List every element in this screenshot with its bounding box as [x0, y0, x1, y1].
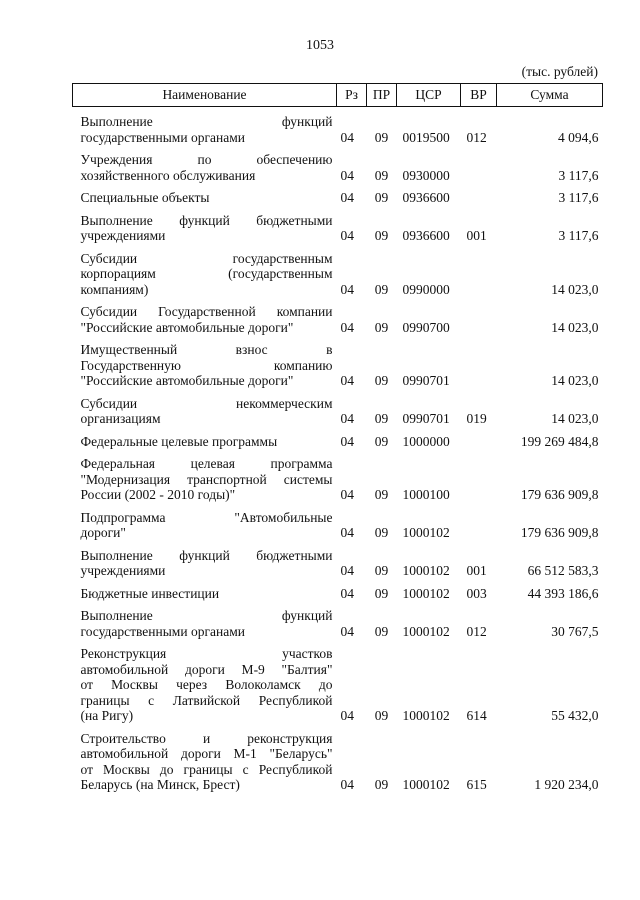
table-row [73, 579, 603, 602]
row-name-line: организациям [80, 411, 161, 426]
row-name-line: Субсидии некоммерческим [80, 395, 333, 411]
row-vr [461, 145, 497, 183]
row-name-line: "Российские автомобильные дороги" [80, 373, 294, 388]
row-rz: 04 [340, 411, 354, 426]
row-name-line: компаниям) [80, 281, 149, 297]
row-csr: 1000000 [402, 433, 450, 449]
row-pr: 09 [374, 228, 389, 243]
row-csr: 1000102 [402, 563, 450, 578]
row-csr: 1000100 [402, 487, 450, 502]
row-name-line: (на Ригу) [80, 708, 134, 723]
row-name-line: Беларусь (на Минск, Брест) [80, 777, 240, 792]
row-name-line: Выполнение функций [80, 608, 333, 623]
row-name [73, 297, 337, 335]
row-name [73, 579, 337, 602]
row-name-line: от Москвы до границы с Республикой [80, 761, 333, 777]
row-pr: 09 [374, 319, 389, 335]
row-csr: 0990000 [402, 281, 450, 297]
row-rz: 04 [340, 433, 354, 449]
row-name [73, 724, 337, 793]
row-name-line: Выполнение функций бюджетными [80, 547, 333, 563]
row-vr [461, 183, 497, 206]
row-sum: 3 117,6 [558, 190, 599, 205]
table-row [73, 449, 603, 503]
row-sum: 55 432,0 [551, 708, 599, 723]
row-vr [461, 503, 497, 541]
row-vr: 001 [466, 563, 487, 578]
row-vr [461, 297, 497, 335]
row-name [73, 427, 337, 450]
row-sum: 3 117,6 [558, 228, 599, 243]
row-pr: 09 [374, 411, 389, 426]
row-name-line: "Российские автомобильные дороги" [80, 319, 294, 335]
row-csr: 0936600 [402, 228, 450, 243]
row-sum: 14 023,0 [551, 373, 599, 388]
row-name [73, 183, 337, 206]
row-sum: 199 269 484,8 [520, 433, 599, 449]
table-row [73, 145, 603, 183]
row-sum: 1 920 234,0 [534, 777, 599, 792]
page-number: 1053 [306, 38, 334, 53]
row-sum: 14 023,0 [551, 411, 599, 426]
row-name-line: Субсидии Государственной компании [80, 304, 333, 319]
table-row [73, 389, 603, 427]
row-name-line: Субсидии государственным [80, 250, 333, 266]
budget-table [72, 83, 603, 793]
row-rz: 04 [340, 281, 354, 297]
row-rz: 04 [340, 487, 354, 502]
header-csr: ЦСР [397, 84, 461, 107]
row-csr: 0930000 [402, 167, 450, 183]
row-csr: 0990700 [402, 319, 450, 335]
row-name-line: Бюджетные инвестиции [80, 585, 220, 601]
row-rz: 04 [340, 373, 354, 388]
row-pr: 09 [374, 777, 389, 792]
row-name-line: Строительство и реконструкция [80, 730, 333, 746]
row-pr: 09 [374, 129, 389, 145]
row-name-line: учреждениями [80, 228, 166, 243]
row-name [73, 541, 337, 579]
table-row [73, 183, 603, 206]
table-header-row [73, 84, 603, 107]
row-rz: 04 [340, 708, 354, 723]
row-rz: 04 [340, 228, 354, 243]
row-name-line: дороги" [80, 525, 126, 540]
table-row [73, 206, 603, 244]
table-row [73, 244, 603, 298]
row-rz: 04 [340, 190, 354, 205]
row-vr: 019 [466, 411, 487, 426]
row-name-line: Реконструкция участков [80, 646, 333, 661]
row-rz: 04 [340, 167, 354, 183]
row-pr: 09 [374, 623, 389, 639]
table-row [73, 107, 603, 146]
table-row [73, 427, 603, 450]
row-name [73, 601, 337, 639]
row-name [73, 206, 337, 244]
row-sum: 66 512 583,3 [527, 563, 599, 578]
row-vr [461, 244, 497, 298]
row-pr: 09 [374, 487, 389, 502]
row-rz: 04 [340, 777, 354, 792]
row-name-line: Имущественный взнос в [80, 342, 333, 357]
row-vr [461, 449, 497, 503]
row-rz: 04 [340, 319, 354, 335]
row-pr: 09 [374, 563, 389, 578]
header-name: Наименование [73, 84, 337, 107]
row-pr: 09 [374, 525, 389, 540]
row-csr: 0990701 [402, 373, 450, 388]
row-csr: 1000102 [402, 777, 450, 792]
row-name-line: "Модернизация транспортной системы [80, 471, 333, 487]
table-row [73, 335, 603, 389]
row-rz: 04 [340, 563, 354, 578]
row-rz: 04 [340, 525, 354, 540]
row-sum: 179 636 909,8 [520, 525, 599, 540]
row-csr: 1000102 [402, 623, 450, 639]
row-name [73, 145, 337, 183]
table-row [73, 724, 603, 793]
table-row [73, 601, 603, 639]
table-row [73, 503, 603, 541]
row-csr: 0019500 [402, 129, 450, 145]
row-name [73, 244, 337, 298]
row-pr: 09 [374, 708, 389, 723]
row-pr: 09 [374, 585, 389, 601]
row-name [73, 335, 337, 389]
row-name [73, 107, 337, 146]
table-row [73, 297, 603, 335]
row-sum: 14 023,0 [551, 319, 599, 335]
row-rz: 04 [340, 585, 354, 601]
row-name [73, 503, 337, 541]
row-name-line: корпорациям (государственным [80, 266, 333, 281]
row-name-line: Подпрограмма "Автомобильные [80, 509, 333, 525]
header-vr: ВР [461, 84, 497, 107]
row-sum: 179 636 909,8 [520, 487, 599, 502]
row-name-line: Федеральная целевая программа [80, 456, 333, 471]
row-name-line: Выполнение функций [80, 114, 333, 129]
row-vr: 012 [466, 623, 487, 639]
row-rz: 04 [340, 623, 354, 639]
row-pr: 09 [374, 190, 389, 205]
row-pr: 09 [374, 433, 389, 449]
row-csr: 0990701 [402, 411, 450, 426]
header-sum: Сумма [497, 84, 603, 107]
row-name-line: Государственную компанию [80, 357, 333, 373]
row-name-line: автомобильной дороги М-9 "Балтия" [80, 661, 333, 677]
row-name-line: России (2002 - 2010 годы)" [80, 487, 236, 502]
row-name-line: автомобильной дороги М-1 "Беларусь" [80, 746, 333, 761]
row-name-line: государственными органами [80, 129, 245, 145]
row-name [73, 639, 337, 724]
row-csr: 0936600 [402, 190, 450, 205]
row-rz: 04 [340, 129, 354, 145]
row-vr [461, 335, 497, 389]
row-name-line: учреждениями [80, 563, 166, 578]
row-vr: 001 [466, 228, 487, 243]
row-vr [461, 427, 497, 450]
row-sum: 30 767,5 [551, 623, 599, 639]
row-pr: 09 [374, 281, 389, 297]
row-sum: 4 094,6 [558, 129, 599, 145]
row-vr: 012 [466, 129, 487, 145]
table-row [73, 541, 603, 579]
header-rz: Рз [337, 84, 367, 107]
table-row [73, 639, 603, 724]
row-pr: 09 [374, 167, 389, 183]
row-name-line: Федеральные целевые программы [80, 433, 278, 449]
row-sum: 44 393 186,6 [527, 585, 599, 601]
table-body [73, 107, 603, 793]
row-name-line: от Москвы через Волоколамск до [80, 677, 333, 692]
row-csr: 1000102 [402, 585, 450, 601]
row-sum: 14 023,0 [551, 281, 599, 297]
row-csr: 1000102 [402, 708, 450, 723]
row-name [73, 389, 337, 427]
row-name-line: Учреждения по обеспечению [80, 152, 333, 167]
row-vr: 003 [466, 585, 487, 601]
row-name-line: Выполнение функций бюджетными [80, 212, 333, 228]
header-pr: ПР [367, 84, 397, 107]
row-name-line: Специальные объекты [80, 190, 210, 205]
row-pr: 09 [374, 373, 389, 388]
row-vr: 614 [466, 708, 487, 723]
row-name-line: границы с Латвийской Республикой [80, 692, 333, 708]
row-name-line: государственными органами [80, 623, 245, 639]
row-csr: 1000102 [402, 525, 450, 540]
units-note: (тыс. рублей) [521, 64, 598, 79]
row-name-line: хозяйственного обслуживания [80, 167, 256, 183]
row-name [73, 449, 337, 503]
row-vr: 615 [466, 777, 487, 792]
row-sum: 3 117,6 [558, 167, 599, 183]
